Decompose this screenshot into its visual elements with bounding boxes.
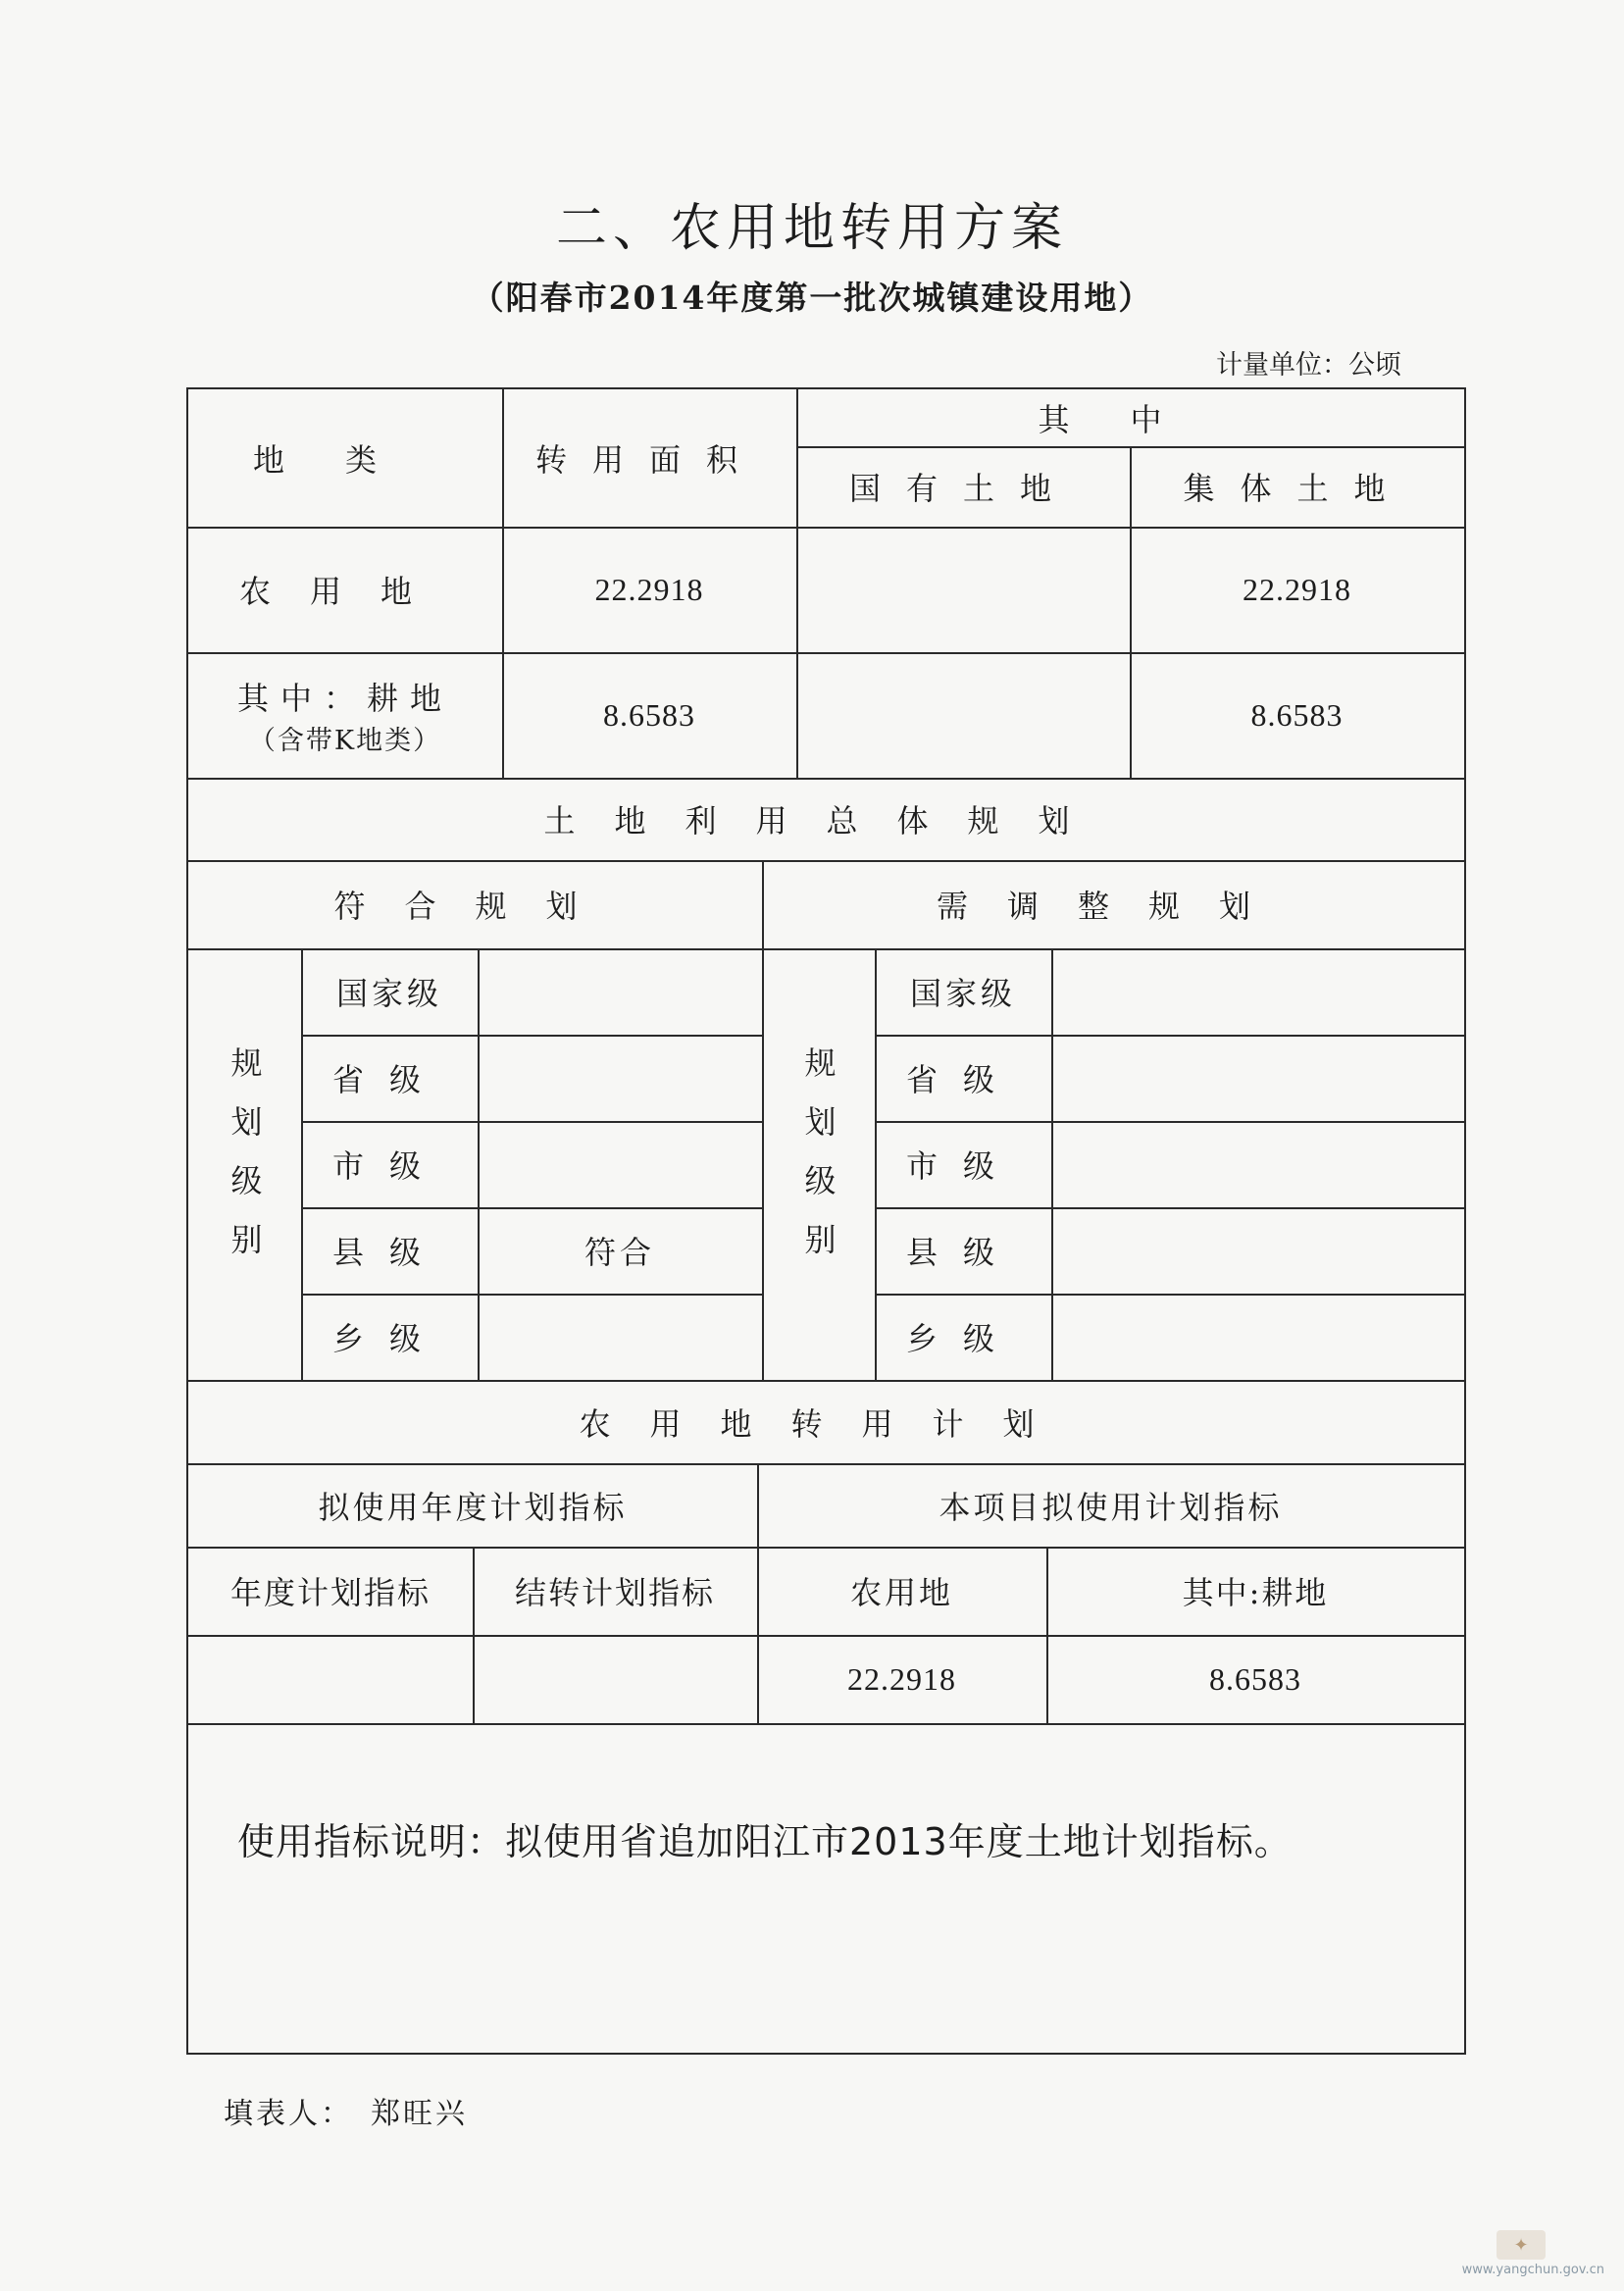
conform-title: 符合规划 xyxy=(333,888,617,925)
header-land-type: 地类 xyxy=(252,441,437,479)
header-among: 其中 xyxy=(1038,401,1223,438)
site-watermark: www.yangchun.gov.cn xyxy=(1461,2263,1604,2277)
transfer-plan-title: 农用地转用计划 xyxy=(579,1404,1074,1443)
row-arable-area: 8.6583 xyxy=(603,696,695,733)
row-farm-area: 22.2918 xyxy=(594,571,704,607)
index-usage-note: 使用指标说明：拟使用省追加阳江市2013年度土地计划指标。 xyxy=(237,1820,1293,1863)
adjust-value-city xyxy=(1051,1121,1464,1207)
conform-value-city xyxy=(478,1121,762,1207)
row-arable-label-cell xyxy=(188,652,502,778)
project-index-title: 本项目拟使用计划指标 xyxy=(939,1488,1283,1526)
planning-title: 土地利用总体规划 xyxy=(543,802,1109,840)
adjust-level-county: 县级 xyxy=(905,1234,1020,1271)
col-annual-index: 年度计划指标 xyxy=(229,1574,431,1611)
conform-level-national: 国家级 xyxy=(335,975,442,1012)
val-arable-land: 8.6583 xyxy=(1209,1660,1301,1697)
val-carryover-index xyxy=(473,1635,757,1723)
row-farm-label: 农用地 xyxy=(238,573,451,610)
adjust-level-city: 市级 xyxy=(905,1147,1020,1185)
adjust-title: 需调整规划 xyxy=(936,888,1290,925)
conform-level-township: 乡级 xyxy=(331,1320,446,1357)
measurement-unit: 计量单位：公顷 xyxy=(1216,350,1401,381)
adjust-level-national: 国家级 xyxy=(909,975,1016,1012)
row-arable-collective: 8.6583 xyxy=(1250,696,1344,733)
header-state-land: 国有土地 xyxy=(848,470,1077,507)
adjust-level-township: 乡级 xyxy=(905,1320,1020,1357)
site-logo-icon: ✦ xyxy=(1497,2230,1546,2260)
page-title: 二、农用地转用方案 xyxy=(555,199,1068,258)
adjust-level-province: 省级 xyxy=(905,1061,1020,1098)
col-carryover-index: 结转计划指标 xyxy=(514,1574,715,1611)
conform-level-label: 规划级别 xyxy=(226,1046,264,1282)
row-arable-state xyxy=(796,652,1130,778)
row-arable-label: 其中：耕地 xyxy=(236,679,453,717)
adjust-value-national xyxy=(1051,948,1464,1035)
adjust-value-township xyxy=(1051,1294,1464,1380)
row-farm-collective: 22.2918 xyxy=(1243,571,1351,607)
conform-value-national xyxy=(478,948,762,1035)
adjust-level-label: 规划级别 xyxy=(799,1046,837,1282)
row-arable-sublabel: （含带K地类） xyxy=(248,725,442,756)
adjust-value-county xyxy=(1051,1207,1464,1294)
col-farm-land: 农用地 xyxy=(849,1574,953,1611)
land-conversion-table xyxy=(186,387,1466,2055)
annual-index-title: 拟使用年度计划指标 xyxy=(318,1488,628,1526)
row-farm-state xyxy=(796,527,1130,652)
form-filler: 填表人： 郑旺兴 xyxy=(224,2097,468,2131)
col-arable-land: 其中:耕地 xyxy=(1182,1574,1329,1611)
header-area: 转用面积 xyxy=(534,441,763,479)
header-collective-land: 集体土地 xyxy=(1183,470,1411,507)
val-farm-land: 22.2918 xyxy=(847,1660,956,1697)
conform-value-county: 符合 xyxy=(584,1234,655,1271)
conform-value-township xyxy=(478,1294,762,1380)
conform-value-province xyxy=(478,1035,762,1121)
val-annual-index xyxy=(188,1635,473,1723)
conform-level-province: 省级 xyxy=(331,1061,446,1098)
adjust-value-province xyxy=(1051,1035,1464,1121)
page-subtitle: （阳春市2014年度第一批次城镇建设用地） xyxy=(471,279,1153,317)
conform-level-county: 县级 xyxy=(331,1234,446,1271)
divider xyxy=(188,1723,1464,1725)
conform-level-city: 市级 xyxy=(331,1147,446,1185)
